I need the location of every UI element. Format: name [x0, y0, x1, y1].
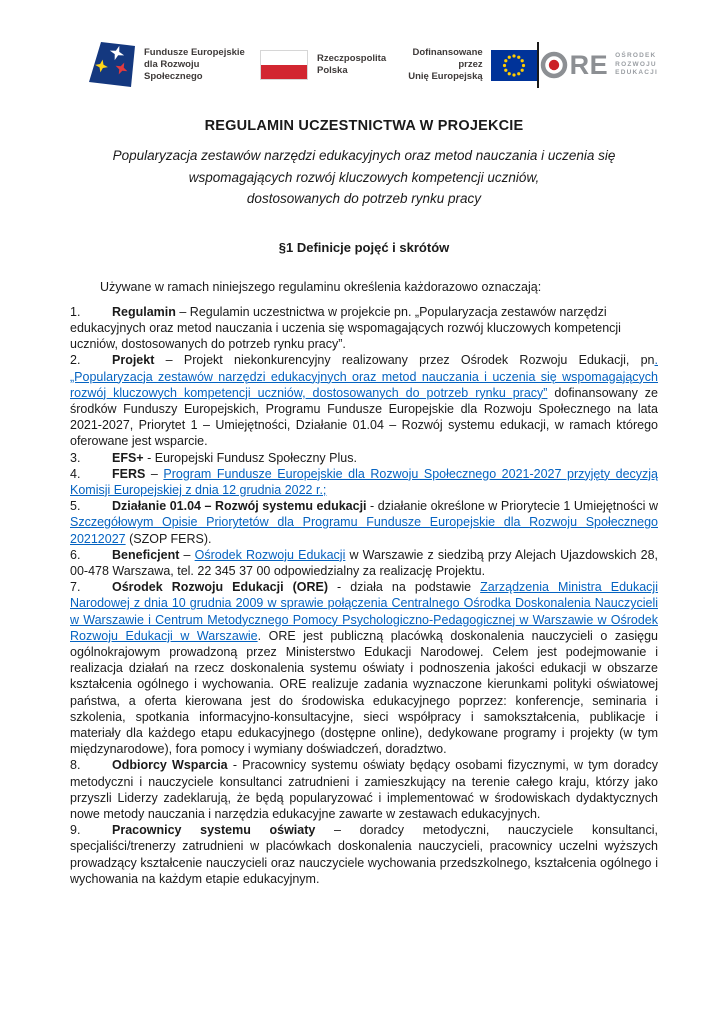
- ore-sub-line2: ROZWOJU: [615, 60, 657, 68]
- eu-flag-icon: [491, 50, 537, 81]
- ore-o-icon: [539, 50, 569, 80]
- definition-text: - Europejski Fundusz Społeczny Plus.: [143, 450, 357, 465]
- definition-text: dofinansowany ze środków Funduszy Europejskich, Programu Fundusze Europejskie dla Rozwoju Społecznego na lata 2021-2027, Priorytet 1 – Umiejętności, Działanie 01.04 – Rozwój systemu edukacji, w ramach którego oferowane jest wsparcie.: [70, 385, 658, 449]
- definition-text: . ORE jest publiczną placówką doskonalenia nauczycieli o zasięgu ogólnokrajowym prowadzoną przez Ministerstwo Edukacji Narodowej. Celem jest podejmowanie i realizacja działań na rzecz doskonalenia systemu oświaty i podnoszenia jakości edukacji w obszarze kształcenia ogólnego i wychowania. ORE realizuje zadania wyznaczone kierunkami polityki oświatowej państwa, a oferta kierowana jest do środowiska edukacyjnego poprzez: konferencje, seminaria i szkolenia, spotkania informacyjno-konsultacyjne, sieci współpracy i samokształcenia, publikacje i materiały dla każdego etapu edukacyjnego (dostępne online), dedykowane programy i projekty (w tym międzynarodowe), fora pomocy i wymiany doświadczeń, doradztwo.: [70, 628, 658, 757]
- logo-fe-line2: dla Rozwoju Społecznego: [144, 59, 203, 82]
- definition-number: 8.: [70, 758, 81, 773]
- definition-term: Pracownicy systemu oświaty: [112, 823, 316, 838]
- subtitle-line1: Popularyzacja zestawów narzędzi edukacyjnych oraz metod nauczania i uczenia się: [112, 148, 616, 163]
- definition-term: FERS: [112, 466, 146, 481]
- definition-item-9: [70, 822, 658, 887]
- logo-fe-line1: Fundusze Europejskie: [144, 47, 245, 58]
- definition-item-7: [70, 579, 658, 757]
- definition-text: - Pracownicy systemu oświaty będący osobami fizycznymi, w tym doradcy metodyczni i nauczyciele konsultanci zatrudnieni i zamieszkujący na terenie całego kraju, którzy jako przyszli Liderzy zadeklarują, że będą popularyzować i implementować w środowiskach dydaktycznych nowe metody nauczania i narzędzia edukacyjne zawarte w zestawach edukacyjnych.: [70, 758, 658, 821]
- poland-flag-icon: [260, 50, 308, 80]
- definition-term: Ośrodek Rozwoju Edukacji (ORE): [112, 580, 328, 595]
- project-subtitle: [70, 145, 658, 210]
- definition-item-3: [70, 450, 658, 466]
- definition-number: 1.: [70, 304, 81, 319]
- definition-term: Odbiorcy Wsparcia: [112, 758, 228, 773]
- ore-sub-line1: OŚRODEK: [615, 52, 657, 60]
- section-heading: §1 Definicje pojęć i skrótów: [278, 239, 450, 255]
- logo-ue-line2: Unię Europejską: [408, 71, 483, 82]
- logo-rzeczpospolita-polska: [260, 50, 386, 80]
- definition-text: - działa na podstawie: [328, 580, 481, 595]
- definition-text: –: [145, 466, 164, 481]
- hyperlink[interactable]: Program Fundusze Europejskie dla Rozwoju Społecznego 2021-2027 przyjęty decyzją Komisji Europejskiej z dnia 12 grudnia 2022 r.;: [70, 466, 658, 497]
- logo-dofinansowane-ue: [386, 47, 537, 83]
- logo-fundusze-europejskie-label: [144, 47, 260, 83]
- definition-item-4: [70, 466, 658, 498]
- definition-number: 7.: [70, 580, 81, 595]
- logo-fundusze-europejskie: [88, 41, 260, 89]
- definition-item-8: [70, 757, 658, 822]
- logo-pl-line2: Polska: [316, 65, 348, 76]
- definition-item-6: [70, 547, 658, 579]
- hyperlink[interactable]: Zarządzenia Ministra Edukacji Narodowej z dnia 10 grudnia 2009 w sprawie połączenia Centralnego Ośrodka Doskonalenia Nauczycieli w Warszawie i Centrum Metodycznego Pomocy Psychologiczno-Pedagogicznej w Warszawie w Ośrodek Rozwoju Edukacji w Warszawie: [70, 580, 658, 643]
- logo-ore: [539, 50, 658, 81]
- definition-number: 6.: [70, 547, 81, 562]
- definition-item-1: [70, 304, 658, 353]
- definition-number: 5.: [70, 499, 81, 514]
- hyperlink[interactable]: Ośrodek Rozwoju Edukacji: [194, 547, 346, 562]
- definition-term: Beneficjent: [112, 547, 180, 562]
- page-title: REGULAMIN UCZESTNICTWA W PROJEKCIE: [204, 118, 524, 134]
- definition-number: 2.: [70, 353, 81, 368]
- definition-item-5: [70, 498, 658, 547]
- definition-text: –: [179, 547, 195, 562]
- logo-ue-label: [386, 47, 483, 83]
- eu-funds-flag-icon: [88, 41, 136, 89]
- logo-ue-line1: Dofinansowane przez: [412, 47, 483, 70]
- subtitle-line2: wspomagających rozwój kluczowych kompetencji uczniów,: [188, 169, 540, 185]
- definition-item-2: [70, 352, 658, 449]
- definition-term: Regulamin: [112, 304, 176, 319]
- definition-text: - działanie określone w Priorytecie 1 Umiejętności w: [366, 499, 658, 514]
- intro-paragraph: Używane w ramach niniejszego regulaminu określenia każdorazowo oznaczają:: [100, 279, 542, 294]
- definition-number: 9.: [70, 823, 81, 838]
- definition-text: – Projekt niekonkurencyjny realizowany przez Ośrodek Rozwoju Edukacji, pn: [154, 353, 655, 368]
- hyperlink[interactable]: . „Popularyzacja zestawów narzędzi edukacyjnych oraz metod nauczania i uczenia się wspomagających rozwój kluczowych kompetencji uczniów, dostosowanych do potrzeb rynku pracy”: [70, 353, 658, 400]
- definition-text: – Regulamin uczestnictwa w projekcie pn. „Popularyzacja zestawów narzędzi edukacyjnych oraz metod nauczania i uczenia się wspomagających rozwój kluczowych kompetencji uczniów, dostosowanych do potrzeb rynku pracy”.: [70, 304, 621, 352]
- ore-subtitle: [615, 52, 658, 78]
- definition-number: 4.: [70, 466, 81, 481]
- hyperlink[interactable]: Szczegółowym Opisie Priorytetów dla Programu Fundusze Europejskie dla Rozwoju Społecznego 20212027: [70, 515, 658, 546]
- ore-sub-line3: EDUKACJI: [615, 69, 658, 77]
- subtitle-line3: dostosowanych do potrzeb rynku pracy: [246, 191, 482, 206]
- definition-text: w Warszawie z siedzibą przy Alejach Ujazdowskich 28, 00-478 Warszawa, tel. 22 345 37 00 odpowiedzialny za realizację Projektu.: [70, 547, 659, 578]
- definitions-list: [70, 304, 658, 887]
- definition-number: 3.: [70, 450, 81, 465]
- definition-text: – doradcy metodyczni, nauczyciele konsultanci, specjaliści/trenerzy zatrudnieni w placówkach doskonalenia nauczycieli, pracownicy uczelni wyższych prowadzący kształcenie nauczycieli oraz nauczyciele wychowania przedszkolnego, kształcenia ogólnego i wychowania na każdym etapie edukacyjnym.: [70, 823, 658, 886]
- ore-letters: [539, 50, 609, 81]
- definition-term: EFS+: [112, 450, 144, 465]
- header-logos: [70, 38, 658, 92]
- logo-polska-label: [317, 53, 386, 77]
- ore-re-text: RE: [569, 49, 609, 80]
- definition-term: Działanie 01.04 – Rozwój systemu edukacji: [112, 499, 367, 514]
- definition-term: Projekt: [112, 353, 155, 368]
- definition-text: (SZOP FERS).: [125, 531, 212, 546]
- logo-pl-line1: Rzeczpospolita: [316, 53, 387, 64]
